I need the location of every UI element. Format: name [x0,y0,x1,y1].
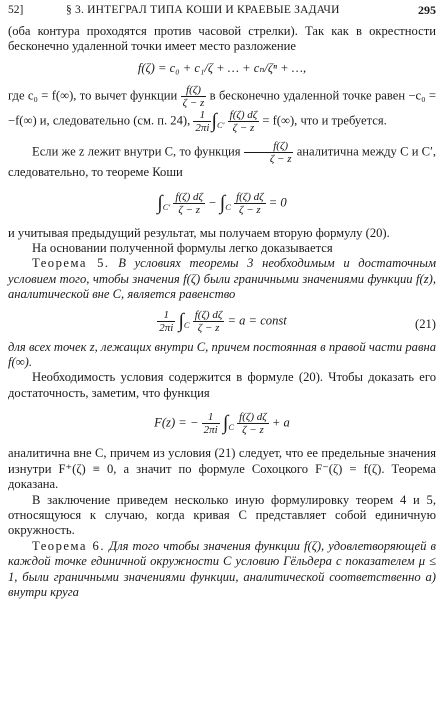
paragraph-2: где c₀ = f(∞), то вычет функции $\frac{f(\zeta)}{\zeta - z}$ в бесконечно удаленной точке равен −c₀ = −f(∞) и, следовательно (см. п. 24), $\frac{1}{2\pi i}$ $\int_{C'}$ $\frac{f(\zeta) d\zeta}{\zeta - z}$ = f(∞), что и требуется. [8,84,437,135]
equation-cauchy-rhs: = 0 [268,195,287,210]
theorem-6-text: Для того чтобы значения функции f(ζ), удовлетворяющей в каждой точке единичной окружности C условию Гёльдера с показателем μ ≤ 1, были граничными значениями функции, аналитической соответственно а) внутри круга [8,538,436,599]
equation-expansion: f(ζ) = c₀ + c₁/ζ + … + cₙ/ζⁿ + …, [137,60,307,75]
fraction-one-over-2pi-i: $\frac{1}{2\pi i}$ [195,109,210,135]
paragraph-2-end: = f(∞), что и требуется. [262,113,387,128]
equation-F-lhs: F(z) = − [154,415,199,430]
running-header [8,3,436,19]
paragraph-9: В заключение приведем несколько иную формулировку теорем 4 и 5, относящуюся к случаю, когда кривая C представляет собой единичную окружность. [8,492,436,538]
paragraph-8: аналитична вне C, причем из условия (21) следует, что ее предельные значения изнутри F⁺(ζ) ≡ 0, а значит по формуле Сохоцкого F⁻(ζ) = f(ζ). Теорема доказана. [8,446,436,492]
page-number: 295 [418,3,436,17]
equation-F: F(z) = − $\frac{1}{2\pi i}$ $\int_C$ $\frac{f(\zeta) d\zeta}{\zeta - z}$ + a [154,411,290,437]
paragraph-4: и учитывая предыдущий результат, мы получаем вторую формулу (20). [8,225,390,240]
theorem-5-label: Теорема 5. [32,256,110,271]
paragraph-5: На основании полученной формулы легко доказывается [32,241,333,256]
fraction-f-over-zeta-minus-z: $\frac{f(\zeta)}{\zeta - z}$ [182,84,205,110]
fraction-integrand: $\frac{f(\zeta) d\zeta}{\zeta - z}$ [229,109,258,135]
paragraph-2-start: где c₀ = f(∞), то вычет функции [8,88,178,103]
integral-sign: ∫ [211,110,217,133]
equation-21-number: (21) [415,316,436,331]
paragraph-6: для всех точек z, лежащих внутри C, причем постоянная в правой части равна f(∞). [8,339,436,370]
theorem-5-text: В условиях теоремы 3 необходимым и достаточным условием того, чтобы значения f(ζ) были граничными значениями функции f(z), аналитической вне C, является равенство [8,256,436,302]
equation-21: $\frac{1}{2\pi i}$ $\int_C$ $\frac{f(\zeta) d\zeta}{\zeta - z}$ = a = const (21) [159,308,436,334]
paragraph-1: (оба контура проходятся против часовой стрелки). Так как в окрестности бесконечно удаленной точки имеет место разложение [8,24,436,54]
paragraph-3 [8,140,436,180]
equation-cauchy: $\int_{C'}$ $\frac{f(\zeta) d\zeta}{\zeta - z}$ − $\int_C$ $\frac{f(\zeta) d\zeta}{\zeta - z}$ = 0 [157,190,287,216]
equation-21-rhs: = a = const [227,313,287,328]
header-title: § 3. ИНТЕГРАЛ ТИПА КОШИ И КРАЕВЫЕ ЗАДАЧИ [66,4,340,16]
page-body [8,24,436,600]
paragraph-2-mid: в бесконечно удаленной точке равен −c₀ = −f(∞) и, следовательно (см. п. 24), [8,88,437,128]
fraction-f-over-zeta-minus-z-2: $\frac{f(\zeta)}{\zeta - z}$ [244,140,294,165]
theorem-5 [8,256,436,302]
theorem-6-label: Теорема 6. [32,538,105,553]
paragraph-3-end: аналитична между C и C′, следовательно, то теореме Коши [8,144,436,180]
equation-F-rhs: + a [271,415,290,430]
header-left: 52] [8,4,24,16]
theorem-6 [8,539,436,601]
paragraph-7: Необходимость условия содержится в формуле (20). Чтобы доказать его достаточность, заметим, что функция [8,370,436,400]
paragraph-3-start: Если же z лежит внутри C, то функция [32,144,241,159]
